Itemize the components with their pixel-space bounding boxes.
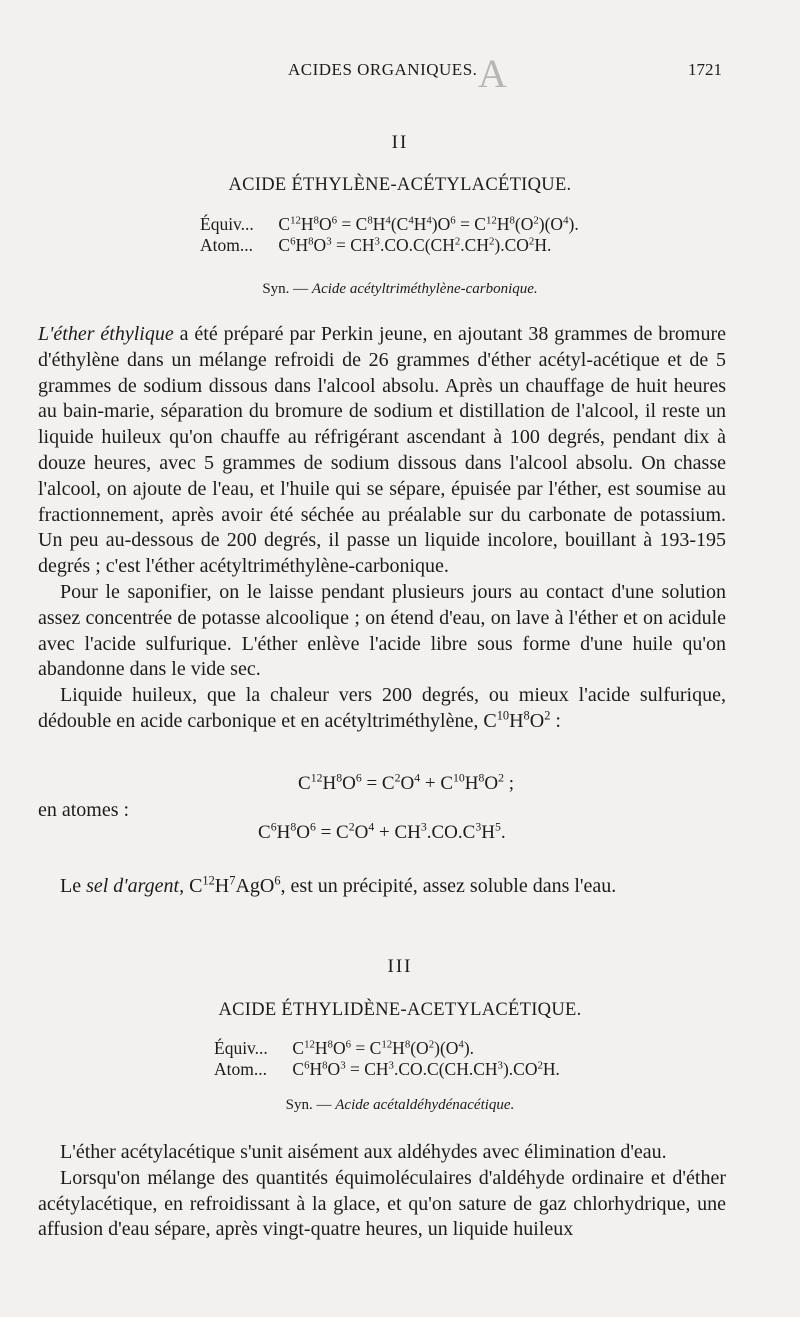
silver-text: est un précipité, assez soluble dans l'eau. (290, 875, 617, 897)
atom-formula-row (214, 1059, 560, 1080)
paragraph-text: a été préparé par Perkin jeune, en ajoutant 38 grammes de bromure d'éthylène dans un mélange refroidi de 26 grammes d'éther acétyl-acétique et de 5 grammes de sodium dissous dans l'alcool absolu. Après un chauffage de huit heures au bain-marie, séparation du bromure de sodium et distillation de l'alcool, il reste un liquide huileux qu'on chauffe au réfrigérant ascendant à 100 degrés, pendant dix à douze heures, avec 5 grammes de sodium dissous dans l'alcool absolu. On chasse l'alcool, on ajoute de l'eau, et l'huile qui se sépare, épuisée par l'éther, est soumise au fractionnement, après avoir été séchée au préalable sur du carbonate de potassium. Un peu au-dessous de 200 degrés, il passe un liquide incolore, bouillant à 193-195 degrés ; c'est l'éther acétyltriméthylène-carbonique. (38, 323, 726, 578)
section-ii-synonym (0, 281, 800, 298)
atom-label: Atom... (214, 1059, 267, 1079)
running-head (0, 60, 800, 86)
section-iii-formulas (214, 1038, 560, 1080)
equiv-formula: $C^{12}H^8O^6 = C^8H^4(C^4H^4)O^6 = C^{12}H^8(O^2)(O^4)$. (278, 214, 579, 234)
silver-salt-paragraph (38, 874, 726, 900)
section-iii-numeral: III (387, 956, 413, 977)
bleed-through-mark: A (478, 51, 507, 96)
equiv-formula-row (214, 1038, 560, 1059)
paragraph (38, 322, 726, 580)
section-iii-title: ACIDE ÉTHYLIDÈNE-ACETYLACÉTIQUE. (218, 1000, 582, 1020)
en-atomes-label: en atomes : (38, 799, 130, 821)
section-ii-body (38, 322, 726, 735)
equation-atoms: $C^6H^8O^6 = C^2O^4 + CH^3.CO.C^3H^5$. (258, 820, 506, 843)
section-iii-body (38, 1140, 726, 1243)
paragraph: Liquide huileux, que la chaleur vers 200 degrés, ou mieux l'acide sulfurique, dédouble en acide carbonique et en acétyltriméthylène, $C^{10}H^8O^2$ : (38, 684, 726, 732)
running-head-title: ACIDES ORGANIQUES. (288, 60, 478, 79)
paragraph: Pour le saponifier, on le laisse pendant plusieurs jours au contact d'une solution assez concentrée de potasse alcoolique ; on étend d'eau, on lave à l'éther et on acidule avec l'acide sulfurique. L'éther enlève l'acide libre sous forme d'une huile qu'on abandonne dans le vide sec. (38, 580, 726, 681)
equiv-formula: $C^{12}H^8O^6 = C^{12}H^8(O^2)(O^4)$. (292, 1038, 475, 1058)
paragraph: Le sel d'argent, $C^{12}H^7AgO^6$, est un précipité, assez soluble dans l'eau. (60, 873, 617, 897)
paragraph-text: Liquide huileux, que la chaleur vers 200 degrés, ou mieux l'acide sulfurique, dédouble en acide carbonique et en acétyltriméthylène, (38, 684, 726, 732)
equiv-formula-row (200, 214, 579, 235)
syn-label: Syn. — (285, 1097, 332, 1113)
section-ii-numeral: II (391, 132, 409, 153)
section-iii-synonym (0, 1097, 800, 1114)
equation-equiv: $C^{12}H^8O^6 = C^2O^4 + C^{10}H^8O^2$ ; (298, 771, 515, 794)
equiv-label: Équiv... (214, 1038, 268, 1058)
section-ii-title: ACIDE ÉTHYLÈNE-ACÉTYLACÉTIQUE. (228, 175, 572, 195)
silver-italic: sel d'argent, (86, 875, 185, 897)
paragraph-lead: L'éther éthylique (38, 323, 174, 345)
silver-lead: Le (60, 875, 87, 897)
paragraph: L'éther acétylacétique s'unit aisément aux aldéhydes avec élimination d'eau. (60, 1141, 667, 1163)
equiv-label: Équiv... (200, 214, 254, 234)
atom-label: Atom... (200, 235, 253, 255)
syn-text: Acide acétaldéhydénacétique. (335, 1097, 515, 1113)
atom-formula: $C^6H^8O^3 = CH^3.CO.C(CH.CH^3).CO^2H$. (292, 1059, 560, 1079)
page-number: 1721 (688, 60, 722, 79)
paragraph: Lorsqu'on mélange des quantités équimoléculaires d'aldéhyde ordinaire et d'éther acétylacétique, en refroidissant à la glace, et qu'on sature de gaz chlorhydrique, une affusion d'eau sépare, après vingt-quatre heures, un liquide huileux (38, 1166, 726, 1241)
syn-label: Syn. — (262, 281, 309, 297)
syn-text: Acide acétyltriméthylène-carbonique. (311, 281, 538, 297)
atom-formula: $C^6H^8O^3 = CH^3.CO.C(CH^2.CH^2).CO^2H$. (278, 235, 552, 255)
section-ii-formulas (200, 214, 579, 256)
atom-formula-row (200, 235, 579, 256)
